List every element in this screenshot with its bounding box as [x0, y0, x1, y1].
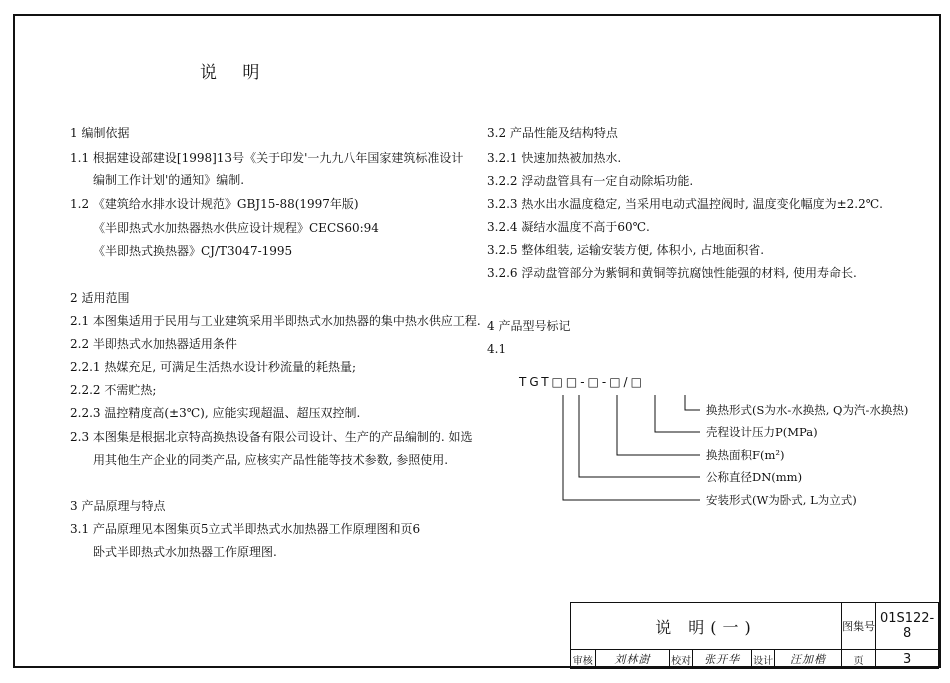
title-block [570, 602, 939, 669]
page-title: 说 明 [200, 63, 270, 83]
item-3-2-3: 3.2.3 热水出水温度稳定, 当采用电动式温控阀时, 温度变化幅度为±2.2℃. [487, 197, 883, 211]
item-2-2-1: 2.2.1 热媒充足, 可满足生活热水设计秒流量的耗热量; [70, 360, 357, 374]
item-2-3-line-2: 用其他生产企业的同类产品, 应核实产品性能等技术参数, 参照使用. [93, 453, 449, 467]
title-block-name: 说 明(一) [571, 603, 842, 650]
item-1-1-line-1: 1.1 根据建设部建设[1998]13号《关于印发'一九九八年国家建筑标准设计 [70, 151, 464, 165]
item-3-2-5: 3.2.5 整体组装, 运输安装方便, 体积小, 占地面积省. [487, 243, 765, 257]
item-2-2: 2.2 半即热式水加热器适用条件 [70, 337, 237, 351]
item-2-2-3: 2.2.3 温控精度高(±3℃), 应能实现超温、超压双控制. [70, 406, 361, 420]
label-shell-pressure: 壳程设计压力P(MPa) [706, 425, 818, 439]
review-signature: 刘林澍 [595, 650, 670, 669]
section-2-heading: 2 适用范围 [70, 291, 130, 305]
check-label: 校对 [670, 650, 693, 669]
review-label: 审核 [571, 650, 596, 669]
section-1-heading: 1 编制依据 [70, 126, 130, 140]
item-4-1: 4.1 [487, 342, 507, 356]
label-install-form: 安装形式(W为卧式, L为立式) [706, 493, 857, 507]
check-signature: 张开华 [692, 650, 751, 669]
item-3-2-4: 3.2.4 凝结水温度不高于60℃. [487, 220, 650, 234]
model-code: TGT□□-□-□/□ [519, 375, 645, 389]
item-1-2-line-3: 《半即热式换热器》CJ/T3047-1995 [93, 244, 293, 258]
atlas-no-label: 图集号 [842, 603, 876, 650]
label-exchange-form: 换热形式(S为水-水换热, Q为汽-水换热) [706, 403, 909, 417]
label-exchange-area: 换热面积F(m²) [706, 448, 785, 462]
item-3-2-6: 3.2.6 浮动盘管部分为紫铜和黄铜等抗腐蚀性能强的材料, 使用寿命长. [487, 266, 857, 280]
design-label: 设计 [752, 650, 775, 669]
atlas-no: 01S122-8 [876, 603, 939, 650]
section-3-2-heading: 3.2 产品性能及结构特点 [487, 126, 618, 140]
design-signature: 汪加楷 [774, 650, 841, 669]
label-nominal-diameter: 公称直径DN(mm) [706, 470, 803, 484]
section-3-heading: 3 产品原理与特点 [70, 499, 166, 513]
item-3-1-line-2: 卧式半即热式水加热器工作原理图. [93, 545, 277, 559]
item-3-1-line-1: 3.1 产品原理见本图集页5立式半即热式水加热器工作原理图和页6 [70, 522, 421, 536]
item-1-2-line-2: 《半即热式水加热器热水供应设计规程》CECS60:94 [93, 221, 379, 235]
item-2-1: 2.1 本图集适用于民用与工业建筑采用半即热式水加热器的集中热水供应工程. [70, 314, 481, 328]
item-2-3-line-1: 2.3 本图集是根据北京特高换热设备有限公司设计、生产的产品编制的. 如选 [70, 430, 473, 444]
item-3-2-1: 3.2.1 快速加热被加热水. [487, 151, 622, 165]
item-1-1-line-2: 编制工作计划'的通知》编制. [93, 173, 245, 187]
page-label: 页 [842, 650, 876, 669]
page-number: 3 [876, 650, 939, 669]
section-4-heading: 4 产品型号标记 [487, 319, 571, 333]
item-3-2-2: 3.2.2 浮动盘管具有一定自动除垢功能. [487, 174, 694, 188]
item-1-2-line-1: 1.2 《建筑给水排水设计规范》GBJ15-88(1997年版) [70, 197, 359, 211]
item-2-2-2: 2.2.2 不需贮热; [70, 383, 157, 397]
